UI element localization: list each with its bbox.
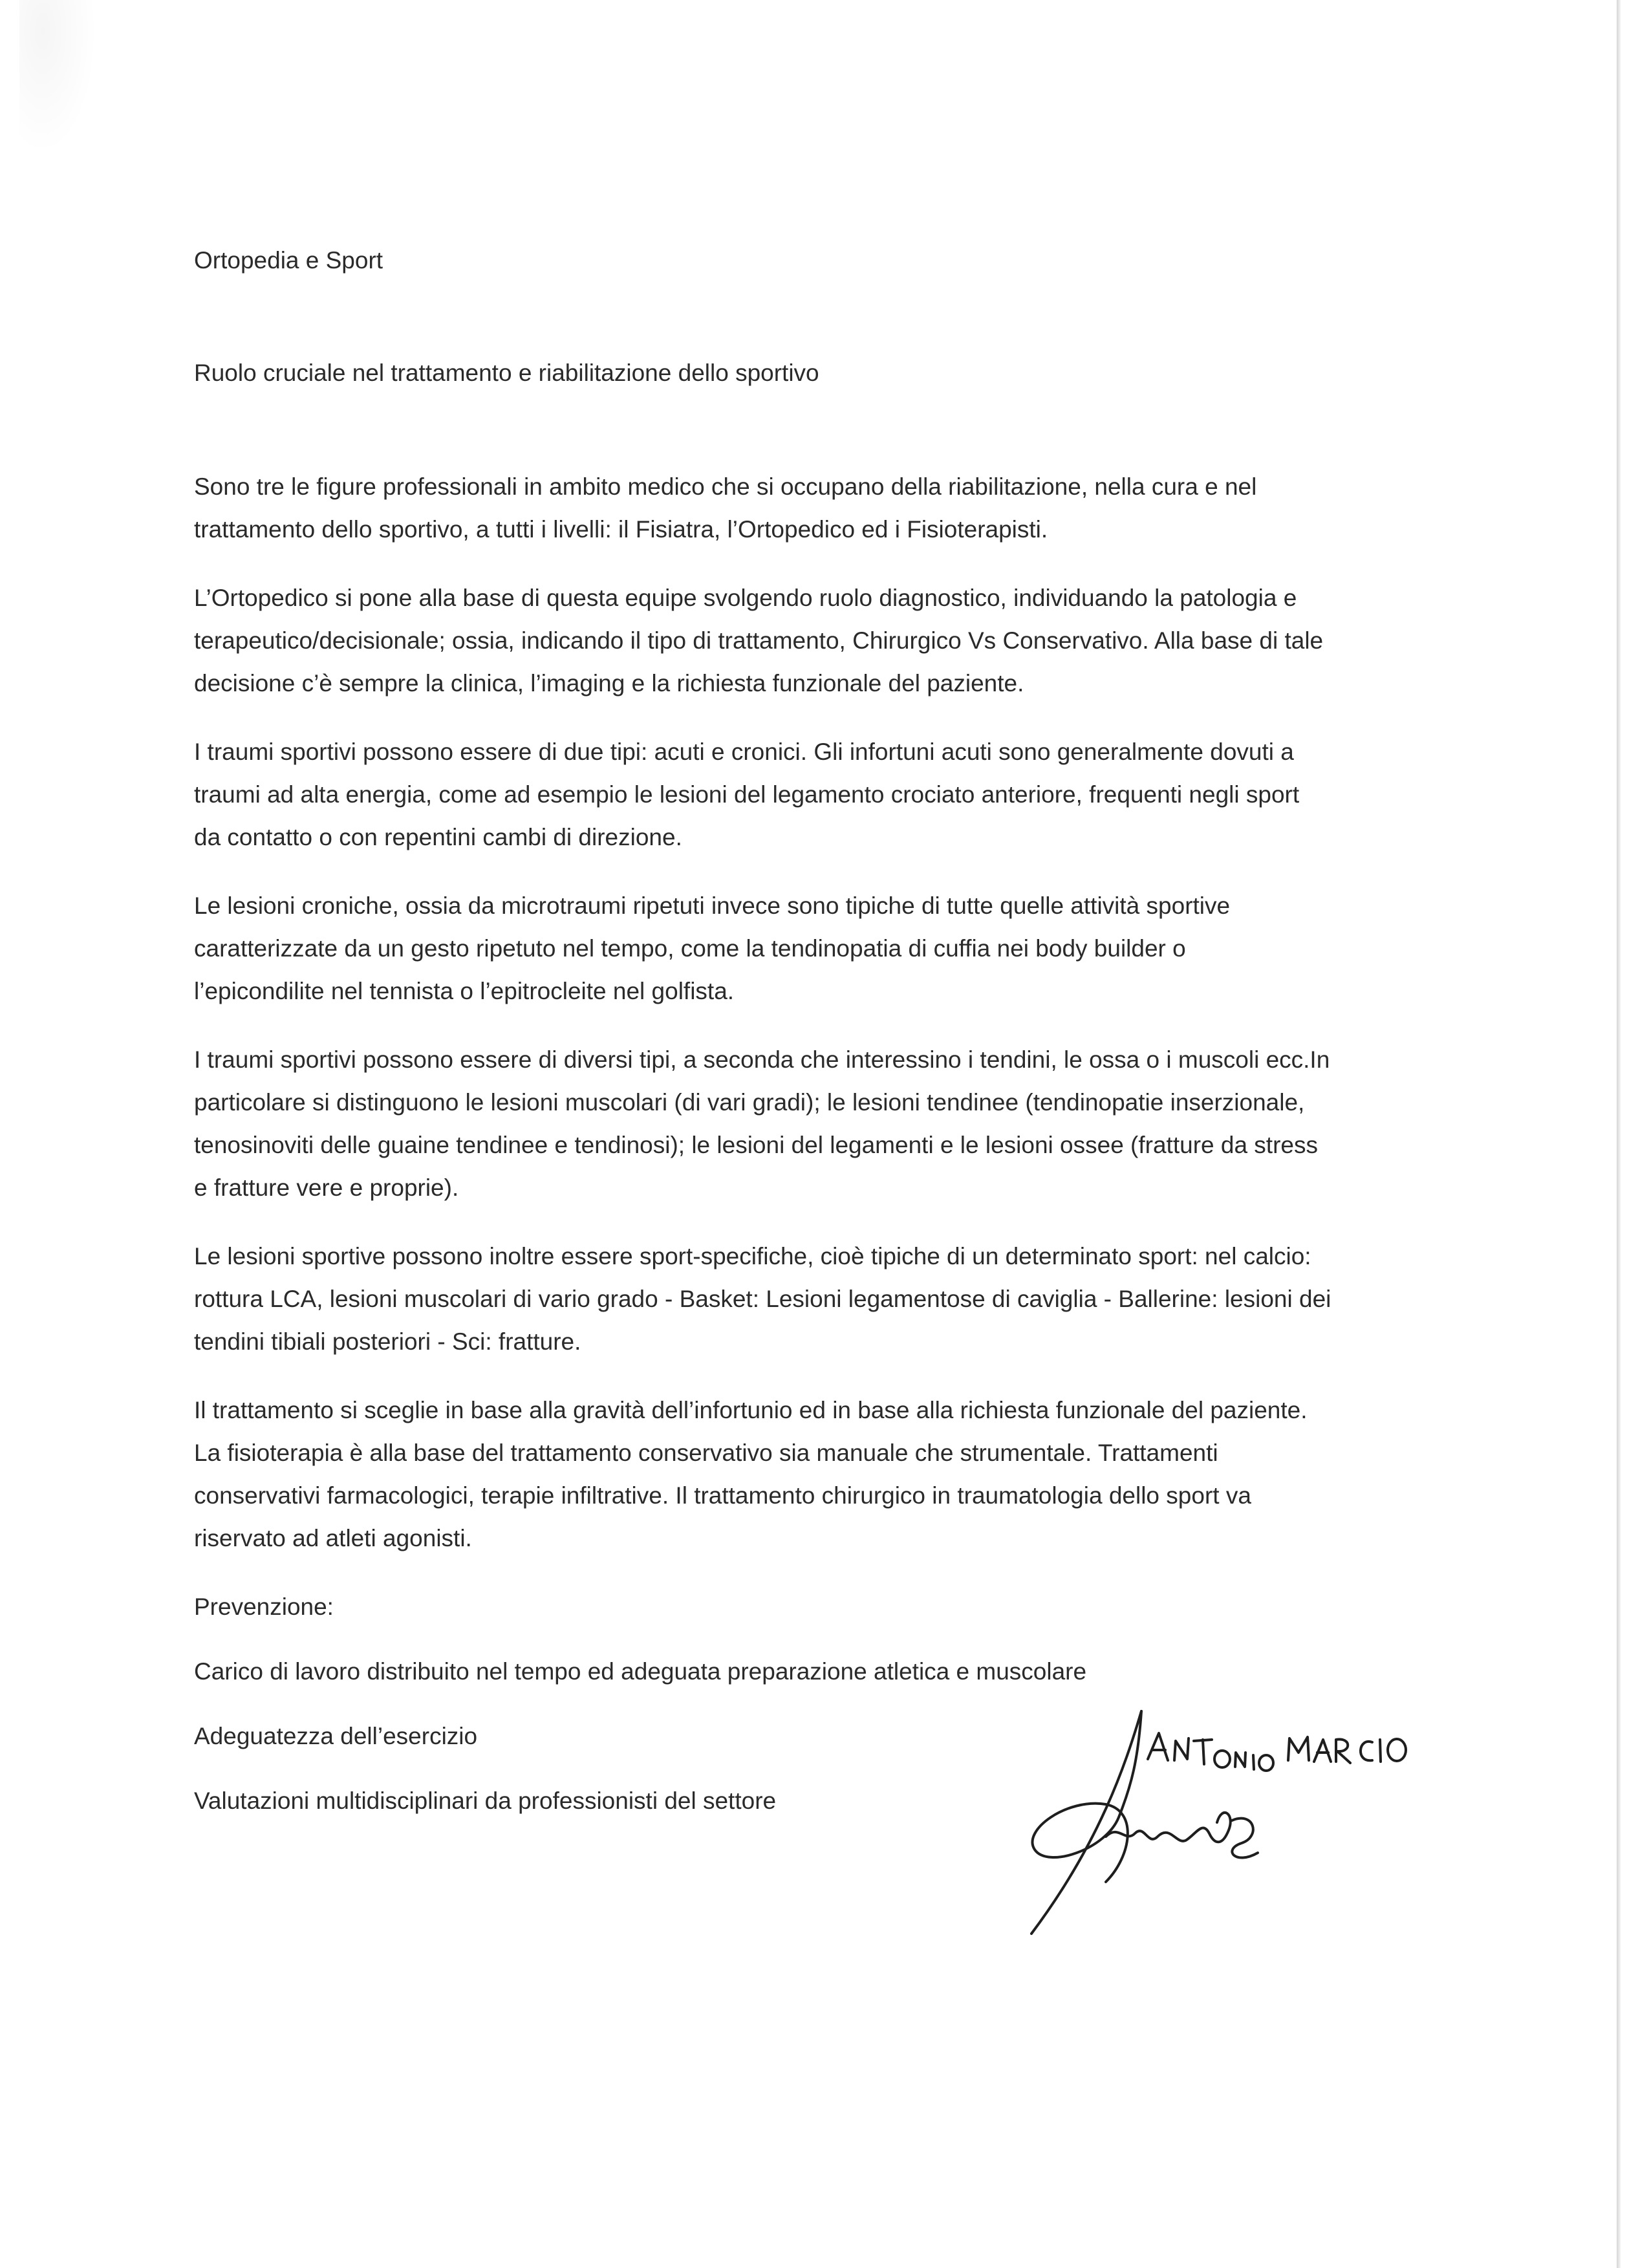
prevention-item: Valutazioni multidisciplinari da professionisti del settore [194, 1787, 777, 1814]
paragraph-line: particolare si distinguono le lesioni muscolari (di vari gradi); le lesioni tendinee (tendinopatie inserzionale, [194, 1089, 1305, 1116]
paragraph-line: caratterizzate da un gesto ripetuto nel tempo, come la tendinopatia di cuffia nei body builder o [194, 935, 1186, 962]
paragraph-line: trattamento dello sportivo, a tutti i livelli: il Fisiatra, l’Ortopedico ed i Fisioterapisti. [194, 516, 1048, 543]
paragraph-6 [194, 1235, 1461, 1363]
paragraph-line: tenosinoviti delle guaine tendinee e tendinosi); le lesioni del legamenti e le lesioni ossee (fratture da stress [194, 1132, 1318, 1158]
paragraph-line: e fratture vere e proprie). [194, 1174, 459, 1201]
paragraph-line: Sono tre le figure professionali in ambito medico che si occupano della riabilitazione, nella cura e nel [194, 473, 1257, 500]
paragraph-2 [194, 577, 1461, 705]
paragraph-line: rottura LCA, lesioni muscolari di vario grado - Basket: Lesioni legamentose di caviglia - Ballerine: lesioni dei [194, 1286, 1331, 1312]
paragraph-line: I traumi sportivi possono essere di due tipi: acuti e cronici. Gli infortuni acuti sono generalmente dovuti a [194, 739, 1294, 765]
paragraph-line: conservativi farmacologici, terapie infiltrative. Il trattamento chirurgico in traumatologia dello sport va [194, 1482, 1251, 1509]
paragraph-line: Le lesioni croniche, ossia da microtraumi ripetuti invece sono tipiche di tutte quelle attività sportive [194, 892, 1231, 919]
paragraph-line: La fisioterapia è alla base del trattamento conservativo sia manuale che strumentale. Trattamenti [194, 1440, 1218, 1466]
paragraph-line: tendini tibiali posteriori - Sci: fratture. [194, 1328, 581, 1355]
document-title: Ortopedia e Sport [194, 247, 383, 274]
scan-edge [1617, 0, 1621, 2268]
paragraph-line: decisione c’è sempre la clinica, l’imaging e la richiesta funzionale del paziente. [194, 670, 1024, 697]
document-subtitle: Ruolo cruciale nel trattamento e riabilitazione dello sportivo [194, 360, 819, 386]
paragraph-line: L’Ortopedico si pone alla base di questa equipe svolgendo ruolo diagnostico, individuando la patologia e [194, 585, 1297, 611]
prevention-item: Carico di lavoro distribuito nel tempo ed adeguata preparazione atletica e muscolare [194, 1658, 1087, 1685]
paragraph-line: da contatto o con repentini cambi di direzione. [194, 824, 682, 850]
paragraph-7 [194, 1389, 1461, 1560]
paragraph-3 [194, 731, 1461, 859]
paragraph-4 [194, 885, 1461, 1013]
paragraph-5 [194, 1039, 1461, 1209]
scan-smudge [19, 0, 97, 155]
paragraph-line: Le lesioni sportive possono inoltre essere sport-specifiche, cioè tipiche di un determinato sport: nel calcio: [194, 1243, 1311, 1269]
signature-drawing [1009, 1707, 1449, 1940]
paragraph-line: terapeutico/decisionale; ossia, indicando il tipo di trattamento, Chirurgico Vs Conservativo. Alla base di tale [194, 627, 1324, 654]
paragraph-line: riservato ad atleti agonisti. [194, 1525, 472, 1551]
handwritten-signature [1009, 1707, 1449, 1940]
prevention-item: Adeguatezza dell’esercizio [194, 1723, 478, 1749]
paragraph-1 [194, 466, 1461, 551]
paragraph-line: Il trattamento si sceglie in base alla gravità dell’infortunio ed in base alla richiesta funzionale del paziente. [194, 1397, 1308, 1423]
document-body [194, 239, 1461, 1844]
paragraph-line: I traumi sportivi possono essere di diversi tipi, a seconda che interessino i tendini, le ossa o i muscoli ecc.In [194, 1046, 1330, 1073]
paragraph-line: l’epicondilite nel tennista o l’epitrocleite nel golfista. [194, 978, 735, 1004]
paragraph-line: traumi ad alta energia, come ad esempio le lesioni del legamento crociato anteriore, frequenti negli sport [194, 781, 1300, 808]
prevention-label: Prevenzione: [194, 1593, 334, 1620]
